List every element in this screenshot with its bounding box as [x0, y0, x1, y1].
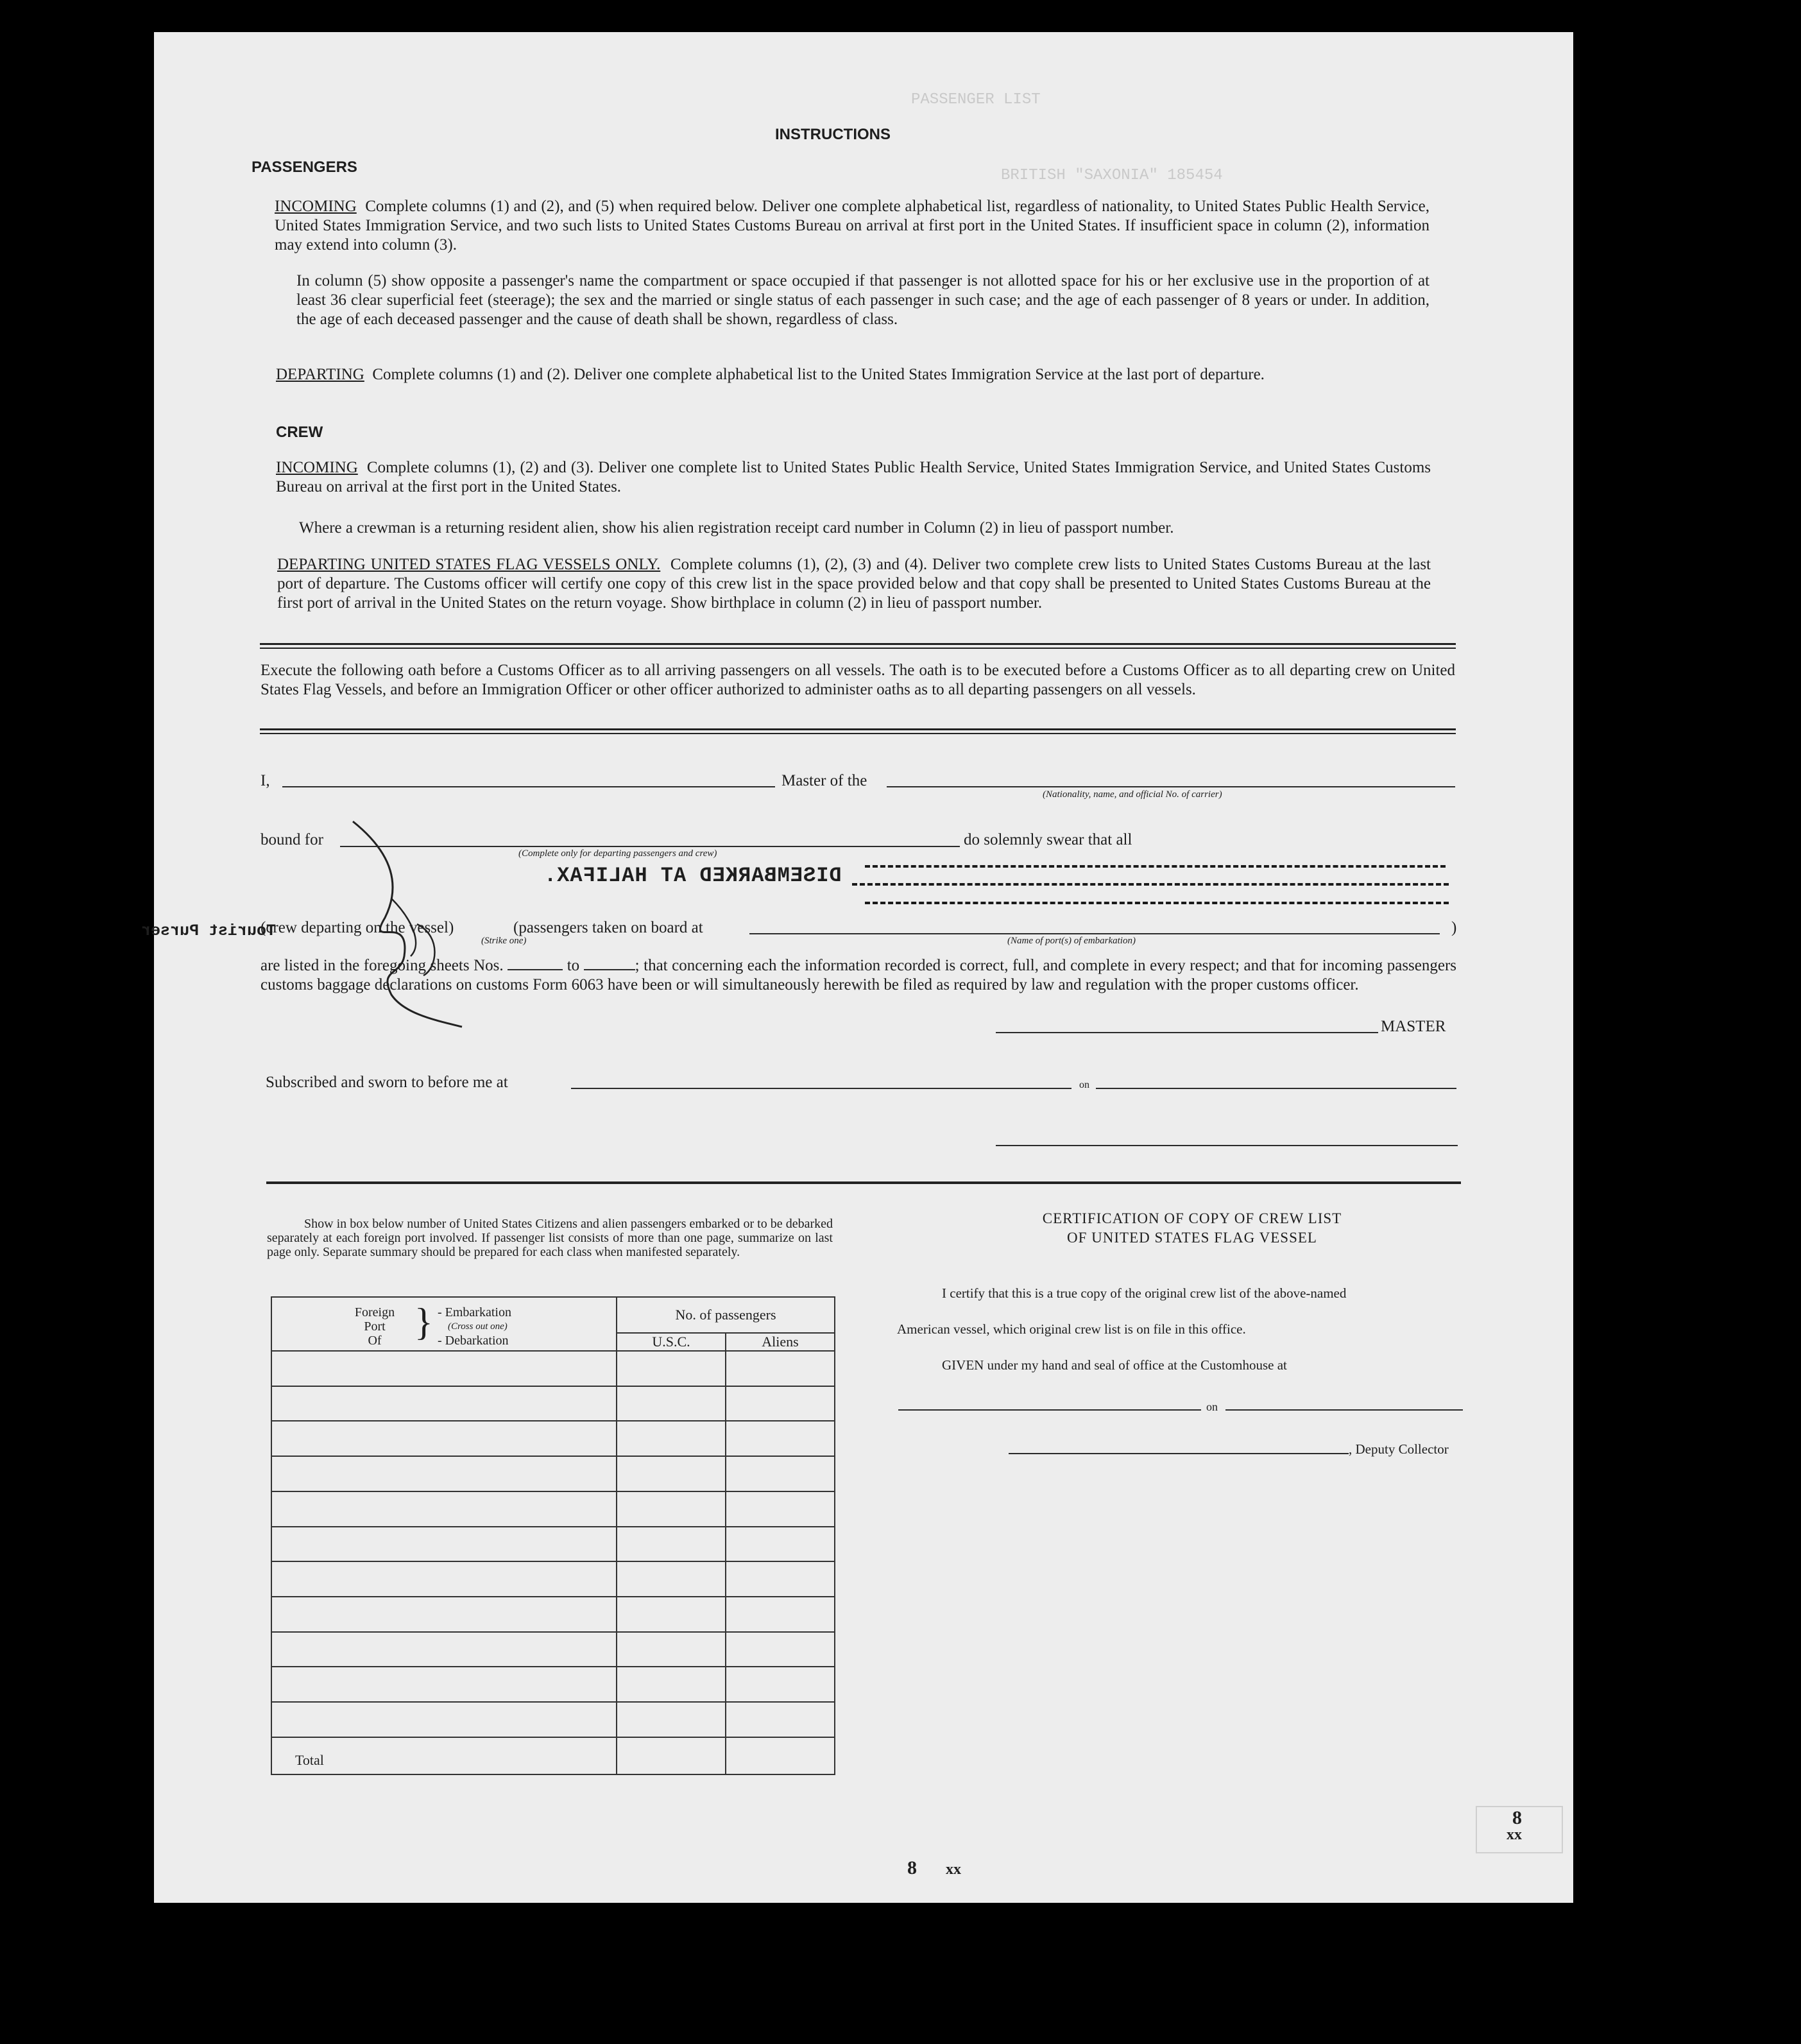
aliens-cell[interactable]	[726, 1386, 835, 1421]
master-name-line[interactable]	[282, 786, 775, 787]
aliens-cell[interactable]	[726, 1527, 835, 1562]
page-suffix: xx	[1507, 1826, 1522, 1843]
bleed-through-text: BRITISH "SAXONIA" 185454	[1001, 167, 1223, 184]
embarkation-option[interactable]: - Embarkation	[438, 1305, 511, 1319]
crew-departing-paragraph	[277, 555, 1431, 613]
subscribed-place-line[interactable]	[571, 1088, 1071, 1089]
page-title: INSTRUCTIONS	[775, 126, 891, 143]
master-signature-line[interactable]	[996, 1032, 1378, 1033]
table-row	[271, 1702, 835, 1737]
cross-out-caption: (Cross out one)	[448, 1321, 508, 1332]
aliens-header: Aliens	[726, 1333, 835, 1351]
typed-dash-line	[852, 883, 1449, 886]
aliens-cell[interactable]	[726, 1421, 835, 1456]
certification-on: on	[1206, 1400, 1218, 1413]
listed-to: to	[567, 957, 580, 974]
carrier-line[interactable]	[887, 786, 1455, 787]
oath-i-label: I,	[260, 772, 270, 789]
passengers-departing-paragraph	[276, 365, 1430, 384]
brace-icon: }	[414, 1301, 433, 1343]
crew-incoming-text: Complete columns (1), (2) and (3). Deliver one complete list to United States Public Health Service, United States Immigration Service, and United States Customs Bureau on arrival at the first port in the United States.	[276, 459, 1431, 495]
ports-caption: (Name of port(s) of embarkation)	[1007, 936, 1136, 946]
divider	[260, 643, 1456, 645]
certification-date-line[interactable]	[1225, 1409, 1463, 1411]
foreign-port-header	[271, 1297, 617, 1351]
sheet-to-line[interactable]	[584, 969, 635, 970]
table-row	[271, 1386, 835, 1421]
aliens-cell[interactable]	[726, 1597, 835, 1632]
deputy-collector-label: , Deputy Collector	[1349, 1441, 1449, 1457]
bleed-through-text: PASSENGER LIST	[911, 91, 1041, 108]
disembarked-stamp: DISEMBARKED AT HALIFAX.	[543, 864, 842, 888]
aliens-cell[interactable]	[726, 1456, 835, 1491]
usc-cell[interactable]	[617, 1421, 726, 1456]
crew-resident-paragraph: Where a crewman is a returning resident alien, show his alien registration receipt card number in Column (2) in lieu of passport number.	[299, 519, 1174, 537]
subscribed-date-line[interactable]	[1096, 1088, 1456, 1089]
incoming-label: INCOMING	[275, 198, 357, 215]
passenger-summary-table	[271, 1296, 835, 1775]
passengers-incoming-paragraph	[275, 197, 1430, 255]
usc-cell[interactable]	[617, 1351, 726, 1386]
usc-cell[interactable]	[617, 1632, 726, 1667]
port-cell[interactable]	[271, 1597, 617, 1632]
port-cell[interactable]	[271, 1456, 617, 1491]
foreign-label: Foreign	[354, 1305, 395, 1319]
usc-cell[interactable]	[617, 1527, 726, 1562]
customhouse-line[interactable]	[898, 1409, 1201, 1411]
certification-title-1: CERTIFICATION OF COPY OF CREW LIST	[1042, 1210, 1342, 1226]
passengers-incoming-text: Complete columns (1) and (2), and (5) when required below. Deliver one complete alphabetical list, regardless of nationality, to United States Public Health Service, United States Immigration Service, and two such lists to United States Customs Bureau on arrival at first port in the United States. If insufficient space in column (2), information may extend into column (3).	[275, 198, 1430, 253]
crew-incoming-paragraph	[276, 458, 1431, 497]
aliens-total-cell[interactable]	[726, 1737, 835, 1774]
usc-cell[interactable]	[617, 1597, 726, 1632]
typed-dash-line	[865, 902, 1449, 904]
debarkation-option[interactable]: - Debarkation	[438, 1334, 509, 1348]
certification-given: GIVEN under my hand and seal of office at the Customhouse at	[942, 1357, 1287, 1373]
divider	[260, 648, 1456, 649]
departing-label: DEPARTING	[276, 366, 364, 383]
port-of-embarkation-line[interactable]	[749, 933, 1440, 934]
port-cell[interactable]	[271, 1386, 617, 1421]
sheet-from-line[interactable]	[508, 969, 563, 970]
crew-incoming-label: INCOMING	[276, 459, 358, 476]
listed-paragraph	[260, 956, 1456, 995]
no-passengers-header: No. of passengers	[617, 1297, 835, 1333]
divider	[260, 733, 1456, 734]
carrier-caption: (Nationality, name, and official No. of carrier)	[1043, 789, 1222, 800]
deputy-signature-line[interactable]	[1009, 1453, 1349, 1454]
port-cell[interactable]	[271, 1561, 617, 1597]
port-cell[interactable]	[271, 1667, 617, 1702]
table-row	[271, 1491, 835, 1527]
port-cell[interactable]	[271, 1421, 617, 1456]
passengers-heading: PASSENGERS	[252, 159, 357, 176]
listed-text-a: are listed in the foregoing sheets Nos.	[260, 957, 504, 974]
bound-for-caption: (Complete only for departing passengers and crew)	[518, 848, 717, 859]
column5-paragraph: In column (5) show opposite a passenger's name the compartment or space occupied if that passenger is not allotted space for his or her exclusive use in the proportion of at least 36 clear superficial feet (steerage); the sex and the married or single status of each passenger in such case; and the age of each passenger of 8 years or under. In addition, the age of each deceased passenger and the cause of death shall be shown, regardless of class.	[296, 272, 1430, 328]
subscribed-on: on	[1079, 1079, 1089, 1090]
oath-intro: Execute the following oath before a Customs Officer as to all arriving passengers on all vessels. The oath is to be executed before a Customs Officer as to all departing crew on United States Flag Vessels, and before an Immigration Officer or other officer authorized to administer oaths as to all departing passengers on all vessels.	[260, 662, 1455, 698]
table-row	[271, 1351, 835, 1386]
usc-cell[interactable]	[617, 1386, 726, 1421]
listed-text-b: ; that concerning each the information recorded is correct, full, and complete in every respect; and that for incoming passengers customs baggage declarations on customs Form 6063 have been or will simultaneously herewith be filed as required by law and regulation with the proper customs officer.	[260, 957, 1457, 993]
bound-for-label: bound for	[260, 831, 323, 848]
master-label: MASTER	[1381, 1018, 1446, 1035]
footer-page-suffix: xx	[946, 1861, 961, 1878]
footer-page-number: 8	[907, 1857, 917, 1878]
crew-heading: CREW	[276, 424, 323, 441]
page-number: 8	[1512, 1807, 1522, 1828]
typed-dash-line	[865, 865, 1446, 868]
crew-departing-option: (crew departing on the vessel)	[260, 919, 454, 936]
certification-text-1: I certify that this is a true copy of the original crew list of the above-named	[942, 1285, 1347, 1301]
usc-header: U.S.C.	[617, 1333, 726, 1351]
table-row	[271, 1632, 835, 1667]
usc-cell[interactable]	[617, 1561, 726, 1597]
table-row	[271, 1456, 835, 1491]
aliens-cell[interactable]	[726, 1632, 835, 1667]
port-cell[interactable]	[271, 1702, 617, 1737]
officer-signature-line[interactable]	[996, 1145, 1458, 1146]
total-row	[271, 1737, 835, 1774]
document-page	[141, 32, 1573, 1903]
page-number-box	[1476, 1806, 1563, 1853]
subscribed-label: Subscribed and sworn to before me at	[266, 1074, 508, 1091]
aliens-cell[interactable]	[726, 1561, 835, 1597]
total-label: Total	[271, 1737, 617, 1774]
purser-stamp: Tourist Purser	[141, 922, 277, 940]
of-label: Of	[368, 1334, 382, 1348]
certification-title-2: OF UNITED STATES FLAG VESSEL	[1067, 1230, 1317, 1246]
passengers-departing-text: Complete columns (1) and (2). Deliver one complete alphabetical list to the United States Immigration Service at the last port of departure.	[372, 366, 1265, 383]
master-of-label: Master of the	[781, 772, 867, 789]
table-row	[271, 1421, 835, 1456]
passengers-taken-option: (passengers taken on board at	[513, 919, 703, 936]
usc-cell[interactable]	[617, 1667, 726, 1702]
signature-scribble	[314, 809, 481, 1040]
strike-one-caption: (Strike one)	[481, 936, 527, 946]
usc-cell[interactable]	[617, 1491, 726, 1527]
crew-departing-text: Complete columns (1), (2), (3) and (4). Deliver two complete crew lists to United States Customs Bureau at the last port of departure. The Customs officer will certify one copy of this crew list in the space provided below and that copy shall be presented to United States Customs Bureau at the first port of arrival in the United States on the return voyage. Show birthplace in column (2) in lieu of passport number.	[277, 556, 1431, 612]
table-row	[271, 1667, 835, 1702]
certification-title	[1000, 1209, 1385, 1248]
swear-text: do solemnly swear that all	[964, 831, 1132, 848]
usc-cell[interactable]	[617, 1702, 726, 1737]
port-cell[interactable]	[271, 1351, 617, 1386]
table-row	[271, 1597, 835, 1632]
summary-instructions: Show in box below number of United States Citizens and alien passengers embarked or to be debarked separately at each foreign port involved. If passenger list consists of more than one page, summarize on last page only. Separate summary should be prepared for each class when manifested separately.	[267, 1217, 833, 1259]
divider	[260, 728, 1456, 730]
port-cell[interactable]	[271, 1527, 617, 1562]
aliens-cell[interactable]	[726, 1667, 835, 1702]
divider	[266, 1181, 1461, 1184]
aliens-cell[interactable]	[726, 1491, 835, 1527]
port-label: Port	[364, 1319, 386, 1334]
port-cell[interactable]	[271, 1491, 617, 1527]
close-paren: )	[1451, 919, 1457, 936]
table-row	[271, 1561, 835, 1597]
aliens-cell[interactable]	[726, 1702, 835, 1737]
aliens-cell[interactable]	[726, 1351, 835, 1386]
usc-cell[interactable]	[617, 1456, 726, 1491]
table-row	[271, 1527, 835, 1562]
crew-departing-label: DEPARTING UNITED STATES FLAG VESSELS ONLY.	[277, 556, 661, 573]
usc-total-cell[interactable]	[617, 1737, 726, 1774]
certification-text-2: American vessel, which original crew list is on file in this office.	[897, 1321, 1246, 1337]
port-cell[interactable]	[271, 1632, 617, 1667]
